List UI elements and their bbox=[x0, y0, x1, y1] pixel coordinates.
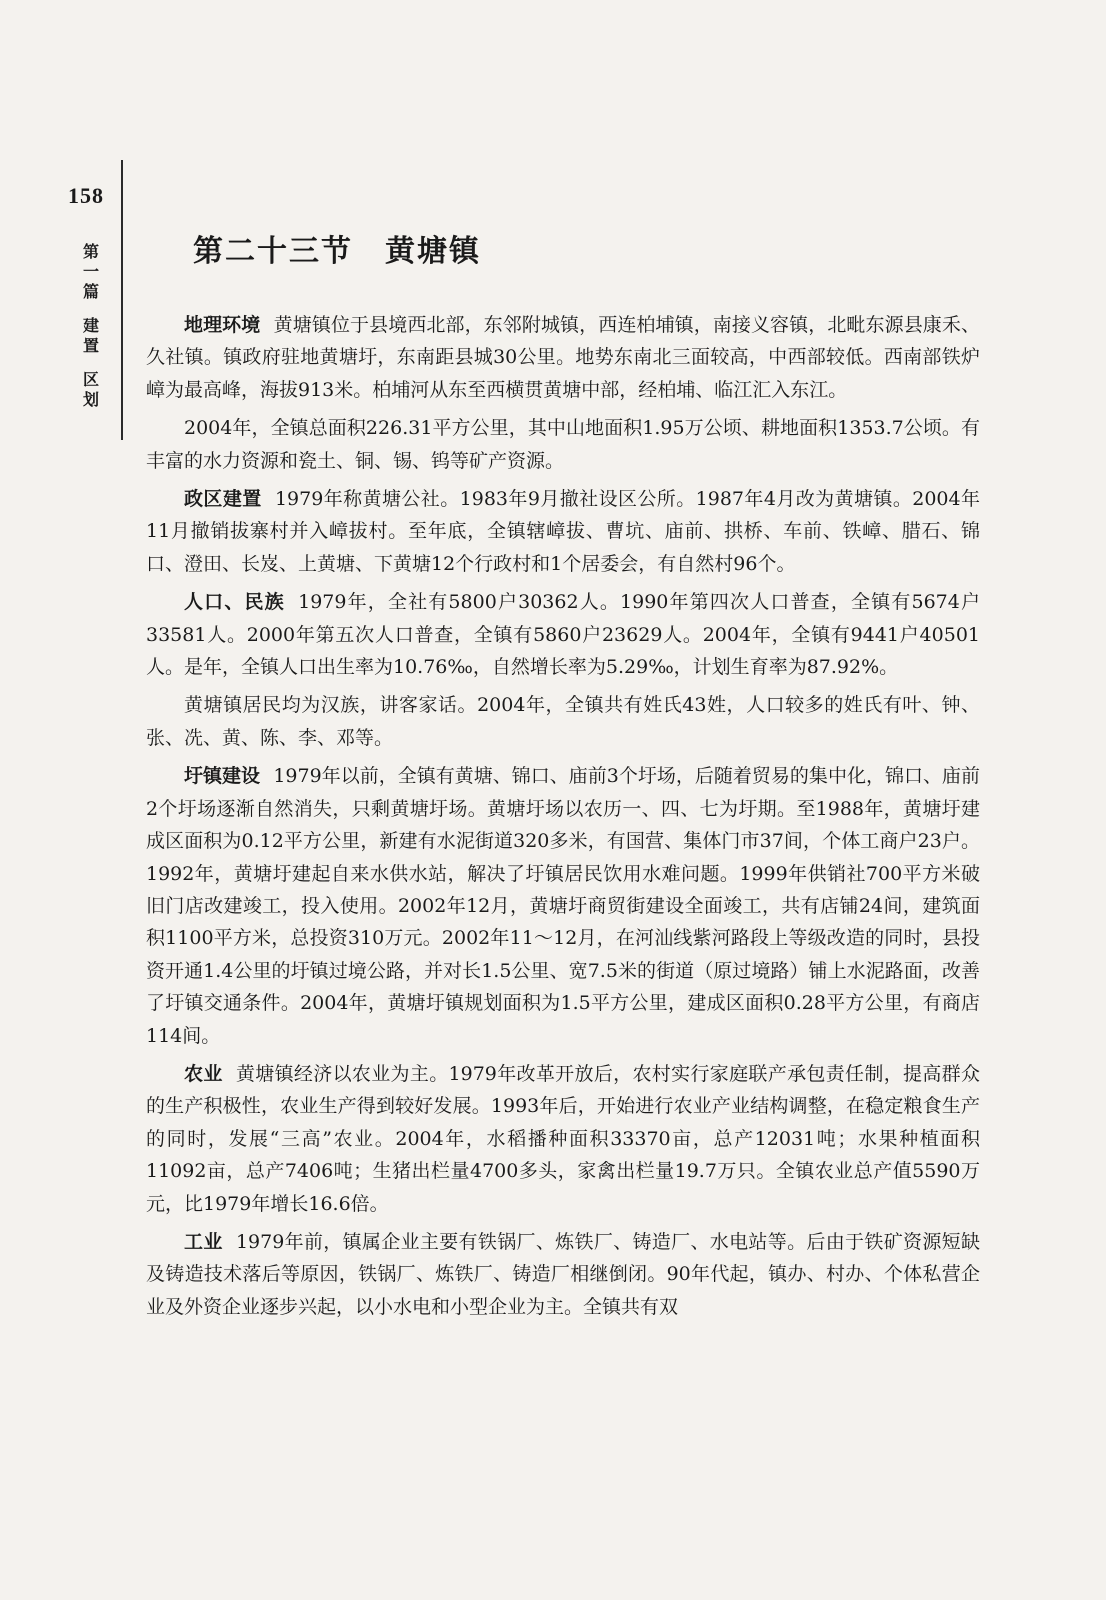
running-head-char: 篇 bbox=[82, 282, 99, 301]
paragraph-population bbox=[146, 586, 980, 683]
paragraph-text: 黄塘镇经济以农业为主。1979年改革开放后，农村实行家庭联产承包责任制，提高群众的生产积极性，农业生产得到较好发展。1993年后，开始进行农业产业结构调整，在稳定粮食生产的同时，发展“三高”农业。2004年，水稻播种面积33370亩，总产12031吨；水果种植面积11092亩，总产7406吨；生猪出栏量4700多头，家禽出栏量19.7万只。全镇农业总产值5590万元，比1979年增长16.6倍。 bbox=[146, 1062, 980, 1215]
running-head bbox=[78, 242, 104, 410]
paragraph-lead: 政区建置 bbox=[184, 488, 262, 511]
paragraph-text: 1979年称黄塘公社。1983年9月撤社设区公所。1987年4月改为黄塘镇。2004年11月撤销拔寨村并入嶂拔村。至年底，全镇辖嶂拔、曹坑、庙前、拱桥、车前、铁嶂、腊石、锦口、澄田、长岌、上黄塘、下黄塘12个行政村和1个居委会，有自然村96个。 bbox=[146, 488, 980, 575]
paragraph-area bbox=[146, 412, 980, 477]
running-head-char: 第 bbox=[82, 242, 99, 261]
paragraph-lead: 圩镇建设 bbox=[184, 765, 261, 788]
paragraph-text: 2004年，全镇总面积226.31平方公里，其中山地面积1.95万公顷、耕地面积1353.7公顷。有丰富的水力资源和瓷土、铜、锡、钨等矿产资源。 bbox=[146, 417, 980, 472]
paragraph-agriculture bbox=[146, 1058, 980, 1220]
paragraph-lead: 工业 bbox=[184, 1230, 223, 1253]
running-head-gap bbox=[78, 302, 104, 316]
body-text bbox=[146, 309, 980, 1329]
running-head-char: 区 bbox=[82, 370, 99, 389]
running-head-char: 划 bbox=[82, 390, 99, 409]
running-head-gap bbox=[78, 356, 104, 370]
paragraph-text: 1979年，全社有5800户30362人。1990年第四次人口普查，全镇有5674户33581人。2000年第五次人口普查，全镇有5860户23629人。2004年，全镇有9441户40501人。是年，全镇人口出生率为10.76‰，自然增长率为5.29‰，计划生育率为87.92%。 bbox=[146, 591, 980, 679]
paragraph-ethnicity bbox=[146, 689, 980, 754]
paragraph-lead: 农业 bbox=[184, 1062, 223, 1085]
margin-rule bbox=[121, 160, 123, 440]
paragraph-lead: 地理环境 bbox=[184, 314, 261, 336]
paragraph-lead: 人口、民族 bbox=[184, 591, 285, 614]
paragraph-text: 黄塘镇位于县境西北部，东邻附城镇，西连柏埔镇，南接义容镇，北毗东源县康禾、久社镇。镇政府驻地黄塘圩，东南距县城30公里。地势东南北三面较高，中西部较低。西南部铁炉嶂为最高峰，海拔913米。柏埔河从东至西横贯黄塘中部，经柏埔、临江汇入东江。 bbox=[146, 314, 980, 401]
paragraph-industry bbox=[146, 1226, 980, 1323]
paragraph-text: 黄塘镇居民均为汉族，讲客家话。2004年，全镇共有姓氏43姓，人口较多的姓氏有叶、钟、张、冼、黄、陈、李、邓等。 bbox=[146, 694, 980, 749]
paragraph-geography bbox=[146, 309, 980, 406]
page-number: 158 bbox=[68, 183, 104, 208]
running-head-char: 建 bbox=[82, 316, 99, 335]
running-head-char: 一 bbox=[82, 262, 99, 281]
paragraph-text: 1979年以前，全镇有黄塘、锦口、庙前3个圩场，后随着贸易的集中化，锦口、庙前2个圩场逐渐自然消失，只剩黄塘圩场。黄塘圩场以农历一、四、七为圩期。至1988年，黄塘圩建成区面积为0.12平方公里，新建有水泥街道320多米，有国营、集体门市37间，个体工商户23户。1992年，黄塘圩建起自来水供水站，解决了圩镇居民饮用水难问题。1999年供销社700平方米破旧门店改建竣工，投入使用。2002年12月，黄塘圩商贸街建设全面竣工，共有店铺24间，建筑面积1100平方米，总投资310万元。2002年11～12月，在河汕线紫河路段上等级改造的同时，县投资开通1.4公里的圩镇过境公路，并对长1.5公里、宽7.5米的街道（原过境路）铺上水泥路面，改善了圩镇交通条件。2004年，黄塘圩镇规划面积为1.5平方公里，建成区面积0.28平方公里，有商店114间。 bbox=[146, 765, 980, 1047]
section-title: 第二十三节 黄塘镇 bbox=[193, 234, 481, 269]
paragraph-town-construction bbox=[146, 760, 980, 1052]
paragraph-administration bbox=[146, 483, 980, 580]
running-head-char: 置 bbox=[82, 336, 99, 355]
paragraph-text: 1979年前，镇属企业主要有铁锅厂、炼铁厂、铸造厂、水电站等。后由于铁矿资源短缺及铸造技术落后等原因，铁锅厂、炼铁厂、铸造厂相继倒闭。90年代起，镇办、村办、个体私营企业及外资企业逐步兴起，以小水电和小型企业为主。全镇共有双 bbox=[146, 1230, 980, 1318]
